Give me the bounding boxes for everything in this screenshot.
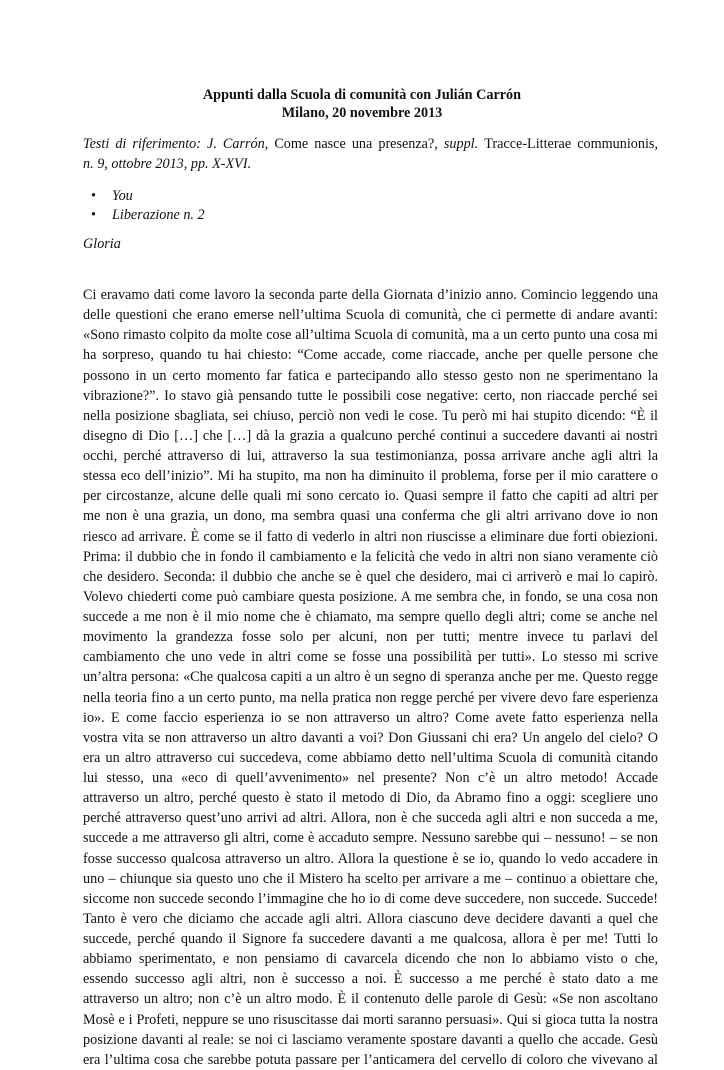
body-line: attraverso un altro, perché questo è stato il metodo di Dio, da Abramo fino a oggi: scegliere uno xyxy=(83,790,658,807)
reference-texts xyxy=(83,134,658,174)
body-line: vostra vita se non attraverso un altro davanti a voi? Don Giussani chi era? Un angelo del cielo? O xyxy=(83,729,658,746)
body-line: disegno di Dio […] che […] dà la grazia a qualcuno perché continui a succedere davanti ai nostri xyxy=(83,427,658,444)
title-line-2: Milano, 20 novembre 2013 xyxy=(281,105,443,121)
document-title xyxy=(0,86,724,122)
body-line: Prima: il dubbio che in fondo il cambiamento e la felicità che vedo in altri non siano veramente ciò xyxy=(83,548,658,565)
body-line: che desidero. Seconda: il dubbio che anche se è quel che desidero, mai ci arriverò e mai lo capirò. xyxy=(83,568,658,585)
body-line: perché attraverso quest’uno arrivi ad altri. Allora, non è che succeda agli altri e non succeda a me, xyxy=(83,810,658,827)
body-line: me non è una grazia, un dono, ma sembra quasi una conferma che gli altri arrivano dove io non xyxy=(83,508,658,525)
bullet-text: Liberazione n. 2 xyxy=(112,207,205,223)
body-line: era l’ultima cosa che sarebbe potuta passare per l’anticamera del cervello di coloro che vivevano al xyxy=(83,1051,658,1068)
bullet-icon: • xyxy=(91,207,96,223)
body-line: ha sorpreso, quando tu hai chiesto: “Come accade, come riaccade, anche per quelle persone che xyxy=(83,347,658,364)
bullet-text: You xyxy=(112,188,133,204)
body-line: nella teoria fino a un certo punto, ma nella pratica non regge perché per vivere devo fare esperienza xyxy=(83,689,658,706)
body-line: essendo successo agli altri, non è successo a noi. È successo a me perché è stato dato a me xyxy=(83,971,658,988)
section-label: Gloria xyxy=(83,236,121,252)
body-line: succede a me attraverso gli altri, come è accaduto sempre. Nessuno sarebbe qui – nessuno! – se non xyxy=(83,830,658,847)
reference-bullet-list xyxy=(91,187,205,225)
body-line: attraverso un altro; non c’è un altro modo. È il contenuto delle parole di Gesù: «Se non ascoltano xyxy=(83,991,658,1008)
body-paragraph xyxy=(83,285,658,1070)
body-line: occhi, perché attraverso di lui, attraverso la sua testimonianza, possa arrivare anche agli altri la xyxy=(83,448,658,464)
body-line: un’altra persona: «Che qualcosa capiti a un altro è un segno di speranza anche per me. Questo regge xyxy=(83,669,658,686)
body-line: stessa eco dell’inizio”. Mi ha stupito, ma non ha diminuito il problema, forse per il mio carattere o xyxy=(83,468,658,485)
body-line: posizione davanti al reale: se noi ci lasciamo veramente spostare davanti a quello che accade. Gesù xyxy=(83,1031,658,1048)
body-line: per circostanze, alcune delle quali mi sono cercato io. Quasi sempre il fatto che capiti ad altri per xyxy=(83,488,658,505)
body-line: Volevo chiederti come può cambiare questa posizione. A me sembra che, in fondo, se una cosa non xyxy=(83,588,658,605)
bullet-icon: • xyxy=(91,188,96,204)
reference-suppl: , suppl. xyxy=(434,136,485,152)
body-line: movimento la grandezza fosse solo per alcuni, non per tutti; mentre invece tu parlavi del xyxy=(83,629,658,646)
body-line: Mosè e i Profeti, neppure se uno risuscitasse dai morti saranno persuasi». Qui si gioca tutta la nostra xyxy=(83,1011,658,1028)
title-line-1: Appunti dalla Scuola di comunità con Julián Carrón xyxy=(202,87,522,103)
body-line: nella posizione sbagliata, sei chiuso, perciò non vedi le cose. Tu però mi hai stupito dicendo: “È il xyxy=(83,407,658,424)
bullet-item xyxy=(91,187,205,206)
body-line: succede a me non è il mio nome che è chiamato, ma sempre quello degli altri; come se anche nel xyxy=(83,609,658,625)
body-line: fosse successo qualcosa attraverso un altro. Allora la questione è se io, quando lo vedo accadere in xyxy=(83,850,658,867)
body-line: abbiamo sperimentato, e non pensiamo di cavarcela dicendo che non lo abbiamo visto o che, xyxy=(83,951,658,968)
body-line: lui stesso, una «eco di quell’avvenimento» nel presente? Non c’è un altro metodo! Accade xyxy=(83,770,658,786)
body-line: vibrazione?”. Io stavo già pensando tutte le possibili cose negative: certo, non riaccade perché sei xyxy=(83,387,658,404)
body-line: Tanto è vero che diciamo che accade agli altri. Allora ciascuno deve decidere davanti a quel che xyxy=(83,910,658,927)
body-line: delle questioni che erano emerse nell’ultima Scuola di comunità, che ci permette di andare avanti: xyxy=(83,307,658,324)
body-line: riesco ad arrivare. È come se il fatto di vederlo in altri non riuscisse a eliminare due forti obiezioni. xyxy=(83,528,658,545)
body-line: «Sono rimasto colpito da molte cose all’ultima Scuola di comunità, ma a un certo punto una cosa mi xyxy=(83,327,658,344)
bullet-item xyxy=(91,206,205,225)
reference-prefix: Testi di riferimento: J. Carrón, xyxy=(83,136,275,152)
reference-book-title: Come nasce una presenza? xyxy=(274,136,435,152)
body-line: uno – chiunque sia questo uno che il Mistero ha scelto per arrivare a me – continuo a obiettare che, xyxy=(83,870,658,887)
reference-issue: n. 9, ottobre 2013, pp. X-XVI. xyxy=(83,156,252,172)
body-line: possono in un certo momento far fatica e partecipando allo stesso gesto non ne sperimentano la xyxy=(83,367,658,384)
reference-comma: , xyxy=(654,136,658,152)
body-line: io». E come faccio esperienza io se non attraverso un altro? Come avete fatto esperienza nella xyxy=(83,709,658,726)
body-line: cambiamento che uno vede in altri come se fosse una possibilità per tutti». Lo stesso mi scrive xyxy=(83,649,658,666)
reference-journal: Tracce-Litterae communionis xyxy=(484,136,655,152)
body-line: succede, perché quando il Signore fa succedere davanti a me qualcosa, allora è per me! Tutti lo xyxy=(83,931,658,947)
body-line: Ci eravamo dati come lavoro la seconda parte della Giornata d’inizio anno. Comincio leggendo una xyxy=(83,287,658,303)
body-line: era un altro attraverso cui succedeva, come abbiamo detto nell’ultima Scuola di comunità citando xyxy=(83,749,658,766)
body-line: siccome non succede secondo l’immagine che ho io di come deve succedere, non succede. Succede! xyxy=(83,890,658,907)
